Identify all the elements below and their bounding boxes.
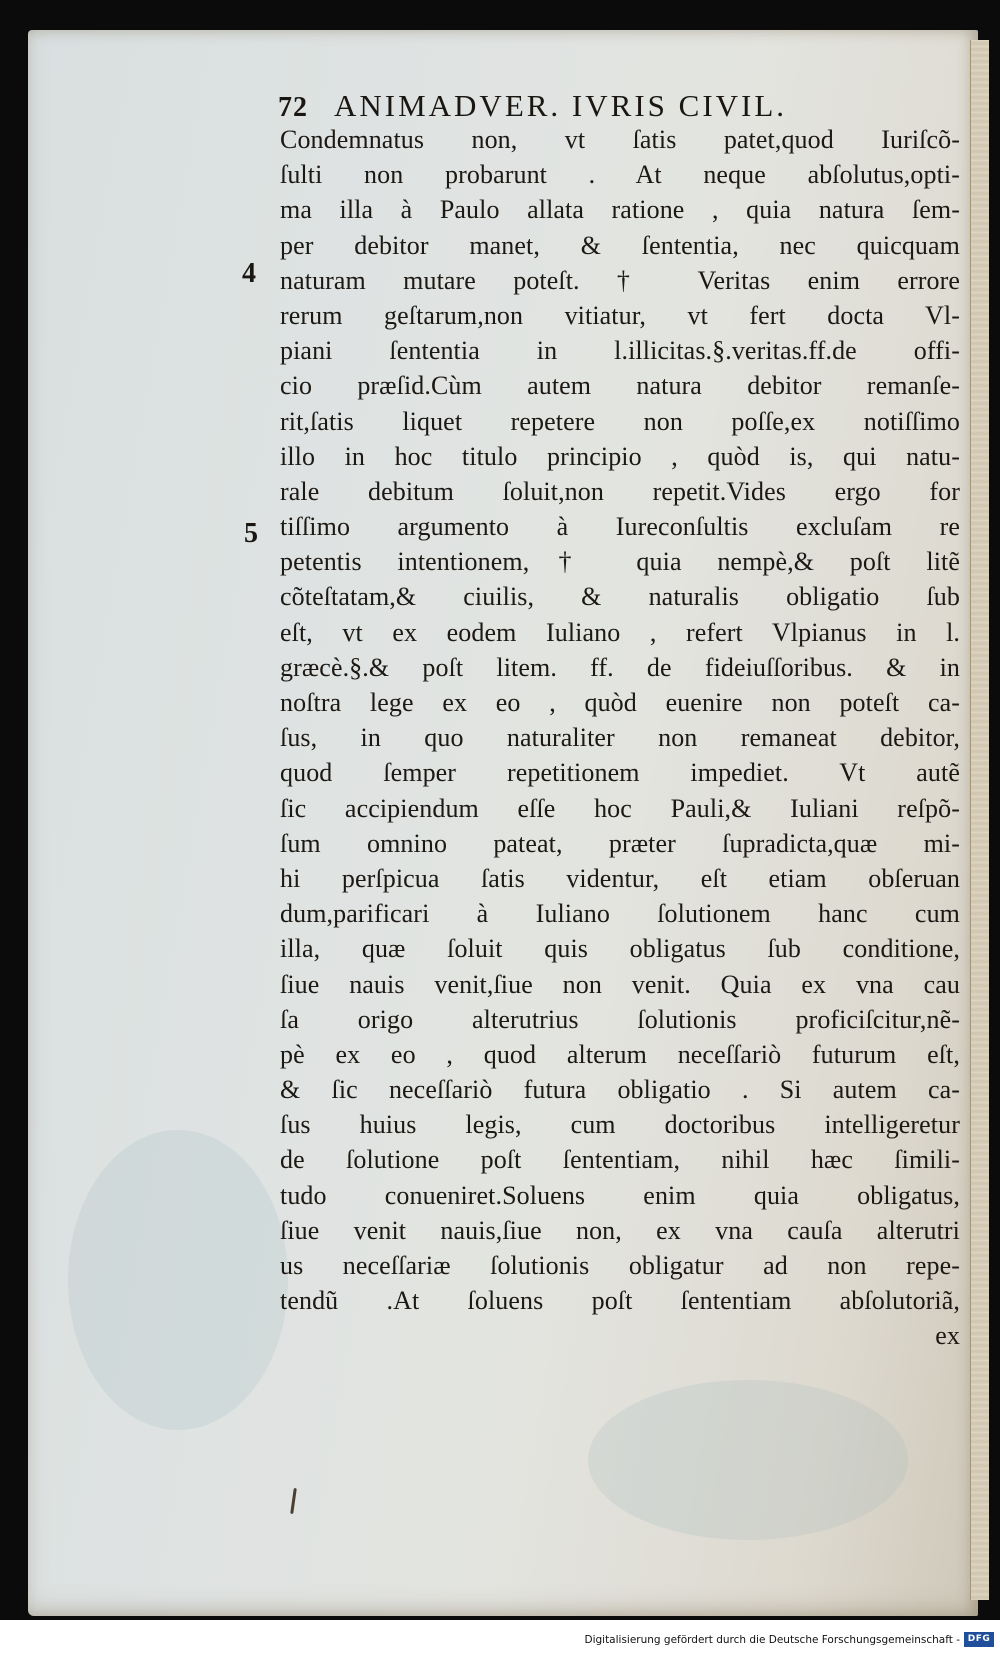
text-line: de ſolutione poſt ſententiam, nihil hæc ſimili- [280, 1145, 960, 1175]
running-title: ANIMADVER. IVRIS CIVIL. [334, 88, 788, 123]
footer [0, 1620, 1000, 1658]
page-number: 72 [278, 92, 308, 123]
text-line: tudo conueniret.Soluens enim quia obligatus, [280, 1180, 960, 1210]
text-line: ſus, in quo naturaliter non remaneat debitor, [280, 723, 960, 753]
text-line: ſic accipiendum eſſe hoc Pauli,& Iuliani reſpõ- [280, 793, 960, 823]
text-line: ſum omnino pateat, præter ſupradicta,quæ mi- [280, 828, 960, 858]
text-line: us neceſſariæ ſolutionis obligatur ad non repe- [280, 1251, 960, 1280]
text-line: tiſſimo argumento à Iureconſultis excluſam re [280, 512, 960, 542]
funding-credit: Digitalisierung gefördert durch die Deutsche Forschungsgemeinschaft - [584, 1634, 960, 1646]
text-line: piani ſententia in l.illicitas.§.veritas.ff.de offi- [280, 336, 960, 366]
text-line: illa, quæ ſoluit quis obligatus ſub conditione, [280, 934, 960, 964]
text-line: rit,ſatis liquet repetere non poſſe,ex notiſſimo [280, 406, 960, 436]
text-line: & ſic neceſſariò futura obligatio . Si autem ca- [280, 1075, 960, 1105]
text-line: cõteſtatam,& ciuilis, & naturalis obligatio ſub [280, 582, 960, 612]
text-line: ſiue nauis venit,ſiue non venit. Quia ex vna cau [280, 969, 960, 999]
body-text [280, 122, 960, 1354]
text-line: naturam mutare poteſt. † Veritas enim errore [280, 265, 960, 295]
text-line: hi perſpicua ſatis videntur, eſt etiam obſeruan [280, 863, 960, 893]
text-line: ma illa à Paulo allata ratione , quia natura ſem- [280, 195, 960, 225]
paper-stain [588, 1380, 908, 1540]
text-line: ſus huius legis, cum doctoribus intelligeretur [280, 1110, 960, 1140]
text-line: dum,parificari à Iuliano ſolutionem hanc cum [280, 899, 960, 929]
text-line: ex [935, 1321, 960, 1351]
text-line: illo in hoc titulo principio , quòd is, qui natu- [280, 441, 960, 471]
margin-marker: 5 [244, 518, 258, 549]
text-line: per debitor manet, & ſententia, nec quicquam [280, 230, 960, 260]
text-line: græcè.§.& poſt litem. ff. de fideiuſſoribus. & in [280, 652, 960, 682]
text-line: pè ex eo , quod alterum neceſſariò futurum eſt, [280, 1039, 960, 1069]
text-line: tendũ .At ſoluens poſt ſententiam abſolutoriã, [280, 1286, 960, 1316]
text-line: ſulti non probarunt . At neque abſolutus,opti- [280, 160, 960, 190]
text-line: eſt, vt ex eodem Iuliano , refert Vlpianus in l. [280, 617, 960, 647]
margin-marker: 4 [242, 258, 256, 289]
running-head [278, 88, 958, 124]
text-line: rale debitum ſoluit,non repetit.Vides ergo for [280, 476, 960, 506]
dfg-logo: DFG [964, 1632, 994, 1647]
text-line: rerum geſtarum,non vitiatur, vt fert docta Vl- [280, 300, 960, 330]
text-line: ſiue venit nauis,ſiue non, ex vna cauſa alterutri [280, 1215, 960, 1245]
text-line: quod ſemper repetitionem impediet. Vt autẽ [280, 758, 960, 788]
text-line: petentis intentionem,† quia nempè,& poſt litẽ [280, 547, 960, 577]
text-line: ſa origo alterutrius ſolutionis proficiſcitur,nẽ- [280, 1004, 960, 1034]
page-edge [970, 40, 989, 1600]
paper-stain [68, 1130, 288, 1430]
text-line: Condemnatus non, vt ſatis patet,quod Iuriſcõ- [280, 125, 960, 154]
text-line: cio præſid.Cùm autem natura debitor remanſe- [280, 371, 960, 401]
text-line: noſtra lege ex eo , quòd euenire non poteſt ca- [280, 688, 960, 717]
